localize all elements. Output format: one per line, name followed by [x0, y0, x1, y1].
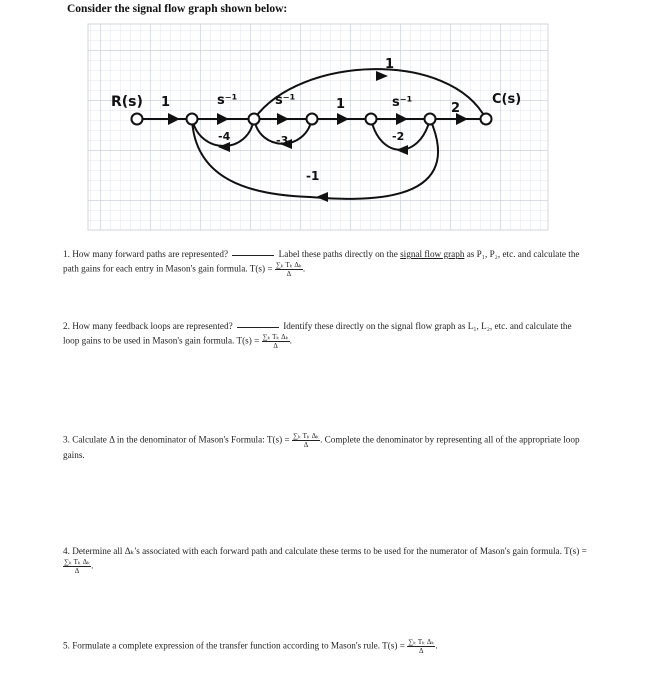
node-input: [132, 114, 143, 125]
question-number: 2.: [63, 321, 70, 331]
gain-feedback-3: -2: [392, 130, 405, 143]
question-text: Label these paths directly on the: [278, 249, 398, 259]
mason-fraction: $\frac{\text{∑ₖ Tₖ Δₖ}}{\Delta}$: [64, 558, 91, 575]
question-4: 4. Determine all Δₖ's associated with each forward path and calculate these terms to be used for the numerator of Mason's gain formula. T(s) = $\frac{\text{∑ₖ Tₖ Δₖ}}{\Delta}$ .: [63, 546, 587, 575]
graph-paper-background: [88, 24, 548, 230]
underlined-text: signal flow graph: [400, 249, 465, 259]
question-text: How many feedback loops are represented?: [72, 321, 233, 331]
gain-feedback-1: -4: [218, 130, 231, 143]
question-number: 3.: [63, 434, 70, 445]
gain-input: 1: [161, 95, 171, 110]
node-3: [307, 114, 318, 125]
question-3: [63, 432, 588, 462]
gain-top: 1: [385, 57, 395, 72]
mason-fraction: $\frac{\text{∑ₖ Tₖ Δₖ}}{\Delta}$: [262, 333, 289, 350]
gain-mid: 1: [336, 97, 346, 112]
answer-blank[interactable]: [237, 327, 279, 328]
question-number: 4.: [63, 546, 70, 556]
question-number: 1.: [63, 249, 70, 259]
page-heading: Consider the signal flow graph shown below:: [67, 3, 288, 15]
answer-blank[interactable]: [232, 255, 274, 256]
question-text: . Complete the denominator by representing all of the appropriate loop gains.: [63, 434, 580, 460]
question-2: 2. How many feedback loops are represented? Identify these directly on the signal flow graph as L₁, L₂, etc. and calculate the loop gains to be used in Mason's gain formula. T(s) = $\frac{\text{∑ₖ Tₖ Δₖ}}{\Delta}$ .: [63, 321, 572, 350]
question-5: 5. Formulate a complete expression of the transfer function according to Mason's rule. T(s) = $\frac{\text{∑ₖ Tₖ Δₖ}}{\Delta}$ .: [63, 638, 438, 655]
node-output: [481, 114, 492, 125]
question-text: Formulate a complete expression of the transfer function according to Mason's rule. T(s) =: [72, 640, 408, 651]
question-number: 5.: [63, 640, 70, 651]
question-1: 1. How many forward paths are represented? Label these paths directly on the signal flow graph as P₁, P₂, etc. and calculate the path gains for each entry in Mason's gain formula. T(s) = $\frac{\text{∑ₖ Tₖ Δₖ}}{\Delta}$ .: [63, 249, 580, 278]
mason-fraction: $\frac{\text{∑ₖ Tₖ Δₖ}}{\Delta}$: [292, 432, 320, 449]
signal-flow-graph: [0, 0, 672, 232]
gain-s1: s⁻¹: [217, 93, 238, 108]
gain-s2: s⁻¹: [275, 93, 296, 108]
question-text: as P₁, P₂, etc. and calculate the path gains for each entry in Mason's gain formula. T(s) =: [63, 249, 580, 274]
node-4: [366, 114, 377, 125]
gain-feedback-2: -3: [276, 134, 289, 147]
mason-fraction: $\frac{\text{∑ₖ Tₖ Δₖ}}{\Delta}$: [408, 638, 435, 655]
label-input: R(s): [111, 94, 143, 110]
question-text: Calculate Δ in the denominator of Mason's Formula: T(s) =: [72, 434, 292, 445]
label-output: C(s): [492, 92, 522, 107]
gain-out: 2: [451, 101, 461, 116]
gain-long-feedback: -1: [306, 169, 320, 183]
gain-s3: s⁻¹: [392, 95, 413, 110]
node-1: [187, 114, 198, 125]
question-text: Identify these directly on the signal flow graph as L₁, L₂, etc. and calculate the loop gains to be used in Mason's gain formula. T(s) =: [63, 321, 572, 346]
node-2: [249, 114, 260, 125]
mason-fraction: $\frac{\text{∑ₖ Tₖ Δₖ}}{\Delta}$: [275, 261, 302, 278]
node-5: [425, 114, 436, 125]
question-text: Determine all Δₖ's associated with each forward path and calculate these terms to be used for the numerator of Mason's gain formula. T(s) =: [72, 546, 587, 556]
question-text: How many forward paths are represented?: [72, 249, 229, 259]
